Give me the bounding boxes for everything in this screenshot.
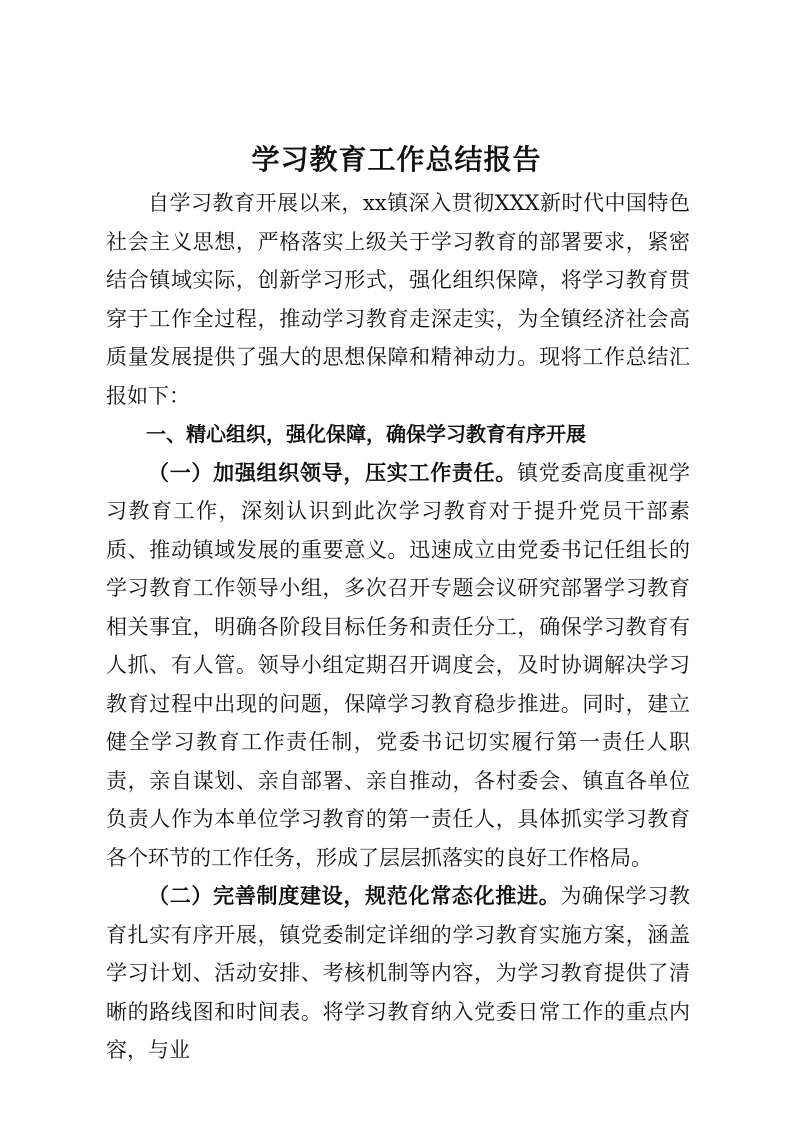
item-1-text: 镇党委高度重视学习教育工作，深刻认识到此次学习教育对于提升党员干部素质、推动镇域发展的重要意义。迅速成立由党委书记任组长的学习教育工作领导小组，多次召开专题会议研究部署学习教育相关事宜，明确各阶段目标任务和责任分工，确保学习教育有人抓、有人管。领导小组定期召开调度会，及时协调解决学习教育过程中出现的问题，保障学习教育稳步推进。同时，建立健全学习教育工作责任制，党委书记切实履行第一责任人职责，亲自谋划、亲自部署、亲自推动，各村委会、镇直各单位负责人作为本单位学习教育的第一责任人，具体抓实学习教育各个环节的工作任务，形成了层层抓落实的良好工作格局。 (106, 460, 691, 870)
document-title: 学习教育工作总结报告 (251, 143, 542, 176)
document-body (106, 184, 690, 1070)
item-2-lead: （二）完善制度建设，规范化常态化推进。 (148, 883, 561, 908)
section-heading: 一、精心组织，强化保障，确保学习教育有序开展 (146, 422, 586, 446)
paragraph-item-2 (106, 877, 690, 1070)
item-2-text: 为确保学习教育扎实有序开展，镇党委制定详细的学习教育实施方案，涵盖学习计划、活动安排、考核机制等内容，为学习教育提供了清晰的路线图和时间表。将学习教育纳入党委日常工作的重点内容，与业 (106, 884, 691, 1062)
item-1-lead: （一）加强组织领导，压实工作责任。 (148, 459, 518, 485)
intro-paragraph: 自学习教育开展以来，xx镇深入贯彻XXX新时代中国特色社会主义思想，严格落实上级关于学习教育的部署要求，紧密结合镇域实际，创新学习形式，强化组织保障，将学习教育贯穿于工作全过程，推动学习教育走深走实，为全镇经济社会高质量发展提供了强大的思想保障和精神动力。现将工作总结汇报如下： (106, 191, 690, 408)
paragraph-item-1 (106, 454, 690, 878)
